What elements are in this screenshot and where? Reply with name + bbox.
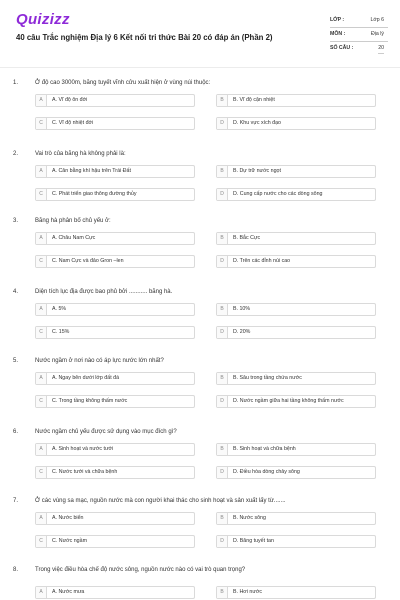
meta-value: Lớp 6 — [370, 17, 384, 23]
option-text: B. Bắc Cực — [233, 235, 261, 241]
option-letter: A — [36, 373, 47, 384]
option-c[interactable] — [35, 466, 195, 479]
option-letter: D — [217, 118, 228, 129]
option-letter: C — [36, 467, 47, 478]
option-letter: A — [36, 166, 47, 177]
option-text: B. Vĩ độ cận nhiệt — [233, 97, 275, 103]
option-c[interactable] — [35, 255, 195, 268]
option-letter: D — [217, 467, 228, 478]
meta-row-grade — [330, 14, 388, 28]
option-text: A. Châu Nam Cực — [52, 235, 96, 241]
option-text: C. Phát triển giao thông đường thủy — [52, 191, 137, 197]
question-text: Ở các vùng sa mạc, nguồn nước mà con người khai thác cho sinh hoạt và sản xuất lấy từ....... — [35, 498, 286, 504]
question-text: Nước ngầm ở nơi nào có áp lực nước lớn nhất? — [35, 358, 164, 364]
question-number: 7. — [13, 498, 19, 504]
option-text: A. Cân bằng khí hậu trên Trái Đất — [52, 168, 131, 174]
option-a[interactable] — [35, 94, 195, 107]
option-letter: B — [217, 444, 228, 455]
meta-value: 20 — [378, 45, 384, 54]
option-letter: D — [217, 189, 228, 200]
option-letter: A — [36, 304, 47, 315]
option-text: C. Nước ngầm — [52, 538, 87, 544]
question-1 — [0, 80, 400, 150]
document-header — [0, 0, 400, 66]
option-letter: C — [36, 189, 47, 200]
option-text: B. Sâu trong tầng chứa nước — [233, 375, 302, 381]
option-letter: A — [36, 95, 47, 106]
option-d[interactable] — [216, 188, 376, 201]
option-text: A. Nước biển — [52, 515, 84, 521]
option-text: D. Nước ngầm giữa hai tầng không thấm nước — [233, 398, 344, 404]
option-letter: B — [217, 95, 228, 106]
meta-label: SỐ CÂU : — [330, 45, 354, 51]
option-b[interactable] — [216, 165, 376, 178]
option-d[interactable] — [216, 326, 376, 339]
question-number: 1. — [13, 80, 19, 86]
option-b[interactable] — [216, 232, 376, 245]
option-text: C. Nam Cực và đảo Gron –len — [52, 258, 124, 264]
question-text: Ở độ cao 3000m, băng tuyết vĩnh cửu xuất hiện ở vùng núi thuộc: — [35, 80, 211, 86]
option-b[interactable] — [216, 586, 376, 599]
question-number: 4. — [13, 289, 19, 295]
option-letter: D — [217, 256, 228, 267]
option-letter: C — [36, 327, 47, 338]
option-text: A. 5% — [52, 306, 67, 312]
option-text: A. Nước mưa — [52, 589, 85, 595]
question-5 — [0, 358, 400, 428]
option-letter: A — [36, 587, 47, 598]
option-text: C. Nước tưới và chữa bệnh — [52, 469, 118, 475]
option-text: B. 10% — [233, 306, 251, 312]
question-number: 8. — [13, 567, 19, 573]
meta-row-count — [330, 42, 388, 56]
option-letter: C — [36, 536, 47, 547]
question-number: 6. — [13, 429, 19, 435]
option-b[interactable] — [216, 303, 376, 316]
option-text: B. Hơi nước — [233, 589, 263, 595]
option-c[interactable] — [35, 117, 195, 130]
meta-row-subject — [330, 28, 388, 42]
meta-label: LỚP : — [330, 17, 345, 23]
option-text: D. Cung cấp nước cho các dòng sông — [233, 191, 323, 197]
option-letter: D — [217, 396, 228, 407]
option-c[interactable] — [35, 326, 195, 339]
question-number: 2. — [13, 151, 19, 157]
option-letter: C — [36, 118, 47, 129]
option-letter: B — [217, 373, 228, 384]
option-a[interactable] — [35, 443, 195, 456]
question-text: Băng hà phân bố chủ yếu ở: — [35, 218, 111, 224]
option-text: A. Ngay bên dưới lớp đất đá — [52, 375, 120, 381]
question-6 — [0, 429, 400, 499]
question-3 — [0, 218, 400, 288]
option-text: C. Vĩ độ nhiệt đới — [52, 120, 94, 126]
option-a[interactable] — [35, 512, 195, 525]
question-text: Nước ngầm chủ yếu được sử dụng vào mục đích gì? — [35, 429, 177, 435]
header-divider — [0, 67, 400, 68]
option-text: D. 20% — [233, 329, 251, 335]
option-letter: D — [217, 327, 228, 338]
question-text: Diện tích lục địa được bao phủ bởi ........... băng hà. — [35, 289, 173, 295]
option-text: D. Điều hòa dòng chảy sông — [233, 469, 300, 475]
option-text: B. Dự trữ nước ngọt — [233, 168, 281, 174]
question-4 — [0, 289, 400, 359]
option-c[interactable] — [35, 188, 195, 201]
option-b[interactable] — [216, 443, 376, 456]
quizizz-logo: Quizizz — [16, 11, 70, 28]
option-d[interactable] — [216, 466, 376, 479]
option-a[interactable] — [35, 303, 195, 316]
option-text: B. Nước sông — [233, 515, 266, 521]
option-b[interactable] — [216, 372, 376, 385]
option-text: A. Sinh hoạt và nước tưới — [52, 446, 114, 452]
option-a[interactable] — [35, 232, 195, 245]
option-d[interactable] — [216, 255, 376, 268]
meta-value: Địa lý — [371, 31, 384, 37]
meta-box — [330, 14, 388, 56]
option-letter: B — [217, 513, 228, 524]
option-b[interactable] — [216, 94, 376, 107]
option-b[interactable] — [216, 512, 376, 525]
option-letter: A — [36, 513, 47, 524]
option-text: D. Băng tuyết tan — [233, 538, 274, 544]
option-c[interactable] — [35, 535, 195, 548]
option-a[interactable] — [35, 165, 195, 178]
option-letter: C — [36, 256, 47, 267]
question-8 — [0, 567, 400, 600]
meta-label: MÔN : — [330, 31, 346, 37]
question-text: Vai trò của băng hà không phải là: — [35, 151, 126, 157]
option-a[interactable] — [35, 372, 195, 385]
option-text: D. Khu vực xích đạo — [233, 120, 282, 126]
option-text: A. Vĩ độ ôn đới — [52, 97, 88, 103]
question-2 — [0, 151, 400, 221]
option-letter: A — [36, 233, 47, 244]
option-c[interactable] — [35, 395, 195, 408]
option-letter: B — [217, 233, 228, 244]
option-text: C. Trong tầng không thấm nước — [52, 398, 128, 404]
option-d[interactable] — [216, 117, 376, 130]
question-text: Trong việc điều hòa chế độ nước sông, nguồn nước nào có vai trò quan trọng? — [35, 567, 246, 573]
option-letter: B — [217, 587, 228, 598]
option-letter: C — [36, 396, 47, 407]
document-title: 40 câu Trắc nghiệm Địa lý 6 Kết nối tri thức Bài 20 có đáp án (Phần 2) — [16, 33, 273, 42]
option-d[interactable] — [216, 535, 376, 548]
option-text: D. Trên các đỉnh núi cao — [233, 258, 291, 264]
question-number: 3. — [13, 218, 19, 224]
option-letter: B — [217, 166, 228, 177]
question-number: 5. — [13, 358, 19, 364]
question-7 — [0, 498, 400, 568]
option-text: C. 15% — [52, 329, 70, 335]
option-a[interactable] — [35, 586, 195, 599]
option-letter: D — [217, 536, 228, 547]
option-letter: B — [217, 304, 228, 315]
option-d[interactable] — [216, 395, 376, 408]
option-text: B. Sinh hoạt và chữa bệnh — [233, 446, 296, 452]
option-letter: A — [36, 444, 47, 455]
